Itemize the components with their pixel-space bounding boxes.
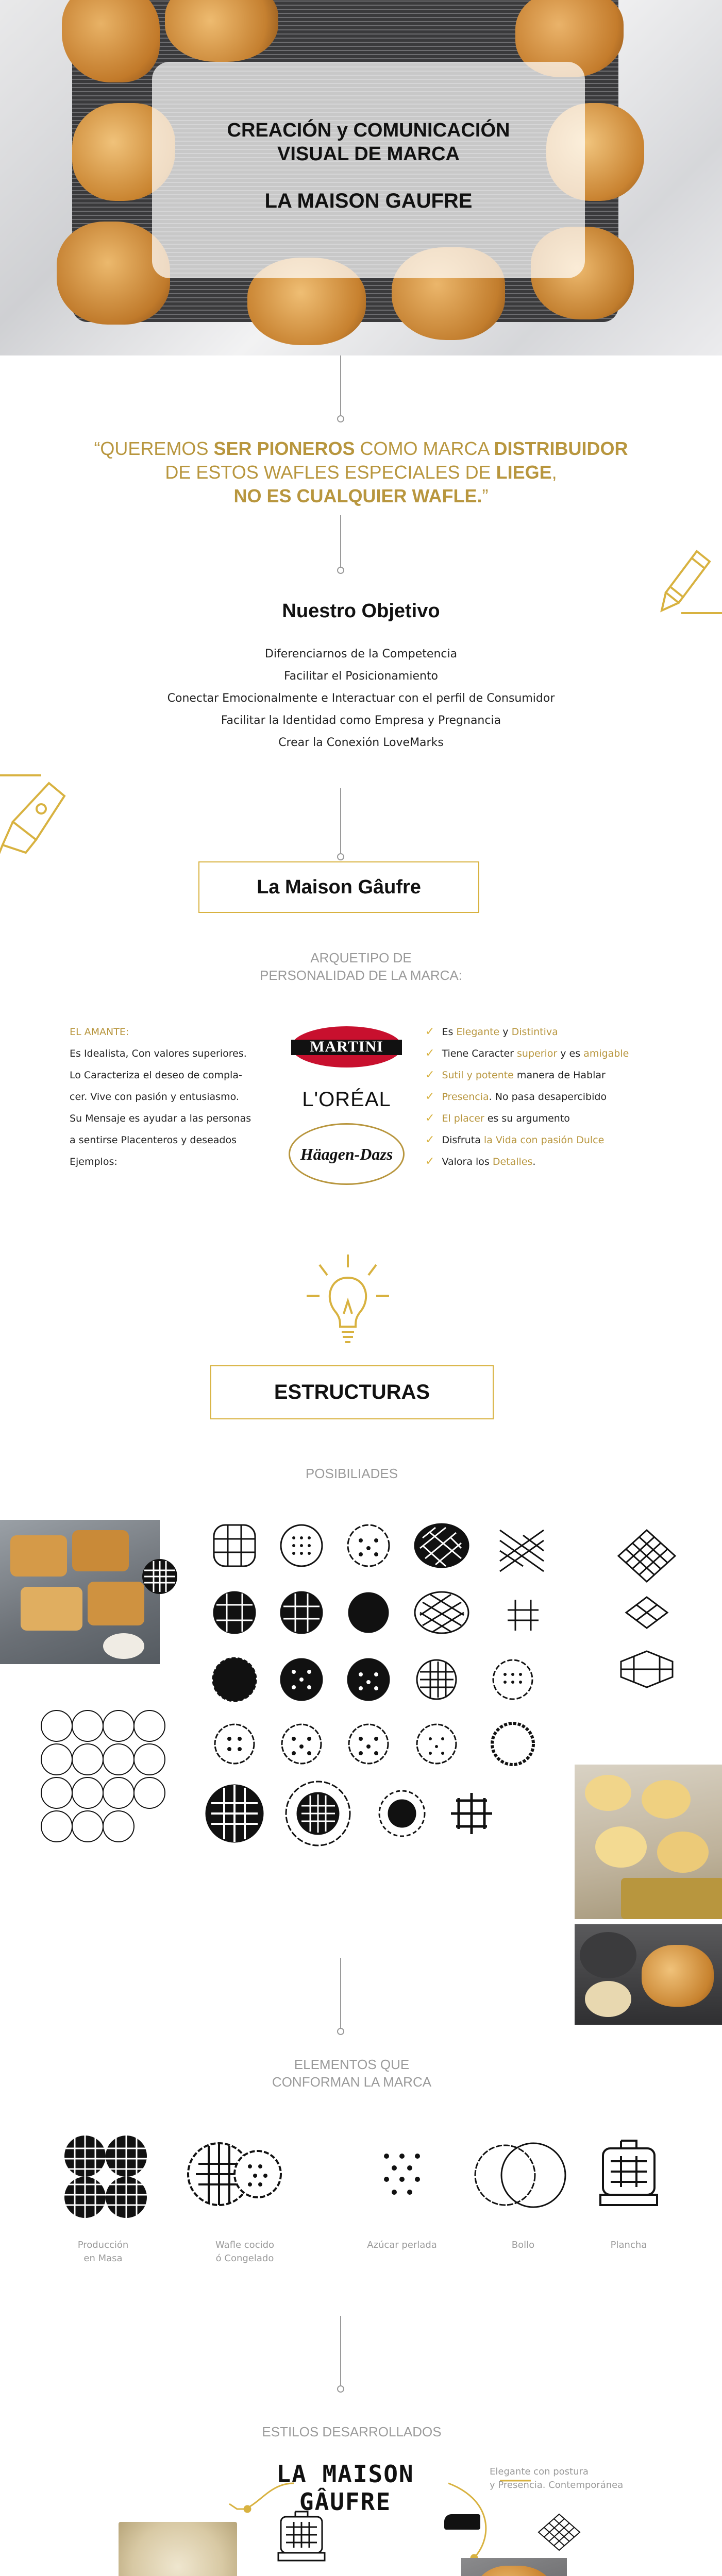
archetype-right bbox=[425, 1021, 667, 1173]
element-label: Azúcar perlada bbox=[367, 2240, 437, 2250]
objective-list bbox=[103, 643, 619, 754]
check-icon: ✓ bbox=[425, 1025, 435, 1038]
connector-line bbox=[340, 1958, 341, 2030]
check-item: ✓ El placer es su argumento bbox=[425, 1112, 570, 1125]
structures-heading: ESTRUCTURAS bbox=[274, 1381, 430, 1403]
connector-line bbox=[340, 355, 341, 417]
check-icon: ✓ bbox=[425, 1133, 435, 1146]
waffle-perspective-icon bbox=[616, 1646, 678, 1692]
waffle-grid-small-icon bbox=[536, 2512, 582, 2553]
mass-production-icon bbox=[62, 2133, 149, 2221]
waffle-icon-grid bbox=[204, 1517, 564, 1847]
brand-quote: “QUEREMOS SER PIONEROS COMO MARCA DISTRIBUIDOR DE ESTOS WAFLES ESPECIALES DE LIEGE, NO ES CUALQUIER WAFLE.” bbox=[94, 438, 628, 506]
objective-item: Diferenciarnos de la Competencia bbox=[264, 648, 458, 660]
haagen-dazs-logo: Häagen-Dazs bbox=[289, 1123, 405, 1185]
check-item: ✓ Valora los Detalles. bbox=[425, 1155, 536, 1168]
elegant-caption: Elegante con postura y Presencia. Contemporánea bbox=[490, 2466, 624, 2490]
lightbulb-icon bbox=[296, 1247, 399, 1350]
connector-dot bbox=[337, 567, 344, 574]
pen-nib-icon bbox=[0, 768, 72, 871]
waffle-square-icon bbox=[624, 1595, 670, 1631]
hero-brand: LA MAISON GAUFRE bbox=[264, 190, 473, 212]
hero-card bbox=[152, 62, 585, 278]
archetype-title: EL AMANTE: bbox=[70, 1026, 129, 1038]
connector-dot bbox=[337, 2028, 344, 2035]
archetype-heading: ARQUETIPO DE PERSONALIDAD DE LA MARCA: bbox=[260, 950, 462, 983]
waffle-iron-icon bbox=[598, 2138, 660, 2210]
objective-item: Conectar Emocionalmente e Interactuar con el perfil de Consumidor bbox=[167, 692, 555, 705]
dough-ball-icon bbox=[472, 2138, 569, 2213]
connector-dot bbox=[337, 853, 344, 860]
waffles-tray-photo bbox=[0, 1520, 160, 1664]
connector-dot bbox=[337, 415, 344, 422]
pearl-sugar-icon bbox=[376, 2148, 428, 2200]
objective-item: Facilitar el Posicionamiento bbox=[283, 670, 439, 683]
check-item: ✓ Es Elegante y Distintiva bbox=[425, 1025, 558, 1038]
waffle-grid-icon bbox=[139, 1556, 180, 1597]
check-item: ✓ Presencia. No pasa desapercibido bbox=[425, 1090, 607, 1103]
dough-balls-photo bbox=[575, 1765, 722, 1919]
pearl-sugar-photo bbox=[119, 2522, 237, 2576]
natural-edges-photo bbox=[461, 2558, 567, 2576]
objective-item: Facilitar la Identidad como Empresa y Pregnancia bbox=[221, 714, 501, 727]
check-icon: ✓ bbox=[425, 1047, 435, 1060]
connector-line bbox=[340, 788, 341, 855]
structures-subheading: POSIBILIADES bbox=[305, 1466, 398, 1481]
check-item: ✓ Tiene Caracter superior y es amigable bbox=[425, 1047, 629, 1060]
waffle-diamond-icon bbox=[616, 1528, 678, 1584]
check-icon: ✓ bbox=[425, 1155, 435, 1168]
waffle-iron-photo bbox=[575, 1924, 722, 2025]
check-icon: ✓ bbox=[425, 1090, 435, 1103]
styles-heading: ESTILOS DESARROLLADOS bbox=[262, 2424, 442, 2439]
element-label: Wafle cocido ó Congelado bbox=[215, 2240, 275, 2264]
hero-title-line2: VISUAL DE MARCA bbox=[277, 143, 460, 165]
connector-line bbox=[340, 515, 341, 569]
objective-item: Crear la Conexión LoveMarks bbox=[278, 736, 444, 749]
circle-lattice-icon bbox=[39, 1708, 173, 1847]
pencil-icon bbox=[650, 541, 722, 618]
waffle-iron-small-icon bbox=[276, 2509, 327, 2566]
connector-dot bbox=[337, 2385, 344, 2393]
check-item: ✓ Sutil y potente manera de Hablar bbox=[425, 1069, 606, 1081]
objective-heading: Nuestro Objetivo bbox=[282, 600, 440, 622]
elements-heading: ELEMENTOS QUE CONFORMAN LA MARCA bbox=[272, 2057, 432, 2090]
hero-title-line1: CREACIÓN y COMUNICACIÓN bbox=[227, 120, 510, 141]
check-item: ✓ Disfruta la Vida con pasión Dulce bbox=[425, 1133, 605, 1146]
styles-logo: LA MAISON GÂUFRE bbox=[276, 2460, 414, 2516]
hero-section bbox=[0, 0, 722, 355]
check-icon: ✓ bbox=[425, 1112, 435, 1125]
waffle-cooked-icon bbox=[186, 2136, 283, 2213]
archetype-left: EL AMANTE: Es Idealista, Con valores superiores. Lo Caracteriza el deseo de compla- cer. Vive con pasión y entusiasmo. Su Mensaje es ayudar a las personas a sentirse Placenteros y deseados Ejemplos: bbox=[70, 1021, 276, 1173]
structures-box bbox=[210, 1365, 494, 1419]
element-label: Producción en Masa bbox=[77, 2240, 129, 2264]
check-icon: ✓ bbox=[425, 1069, 435, 1081]
connector-line bbox=[340, 2316, 341, 2388]
element-label: Plancha bbox=[610, 2240, 647, 2250]
brand-box bbox=[198, 861, 479, 913]
loreal-logo: L'ORÉAL bbox=[302, 1088, 391, 1111]
martini-logo: MARTINI bbox=[291, 1026, 402, 1067]
black-tab-icon bbox=[444, 2514, 480, 2530]
brand-box-label: La Maison Gâufre bbox=[257, 876, 421, 898]
element-label: Bollo bbox=[511, 2240, 535, 2250]
